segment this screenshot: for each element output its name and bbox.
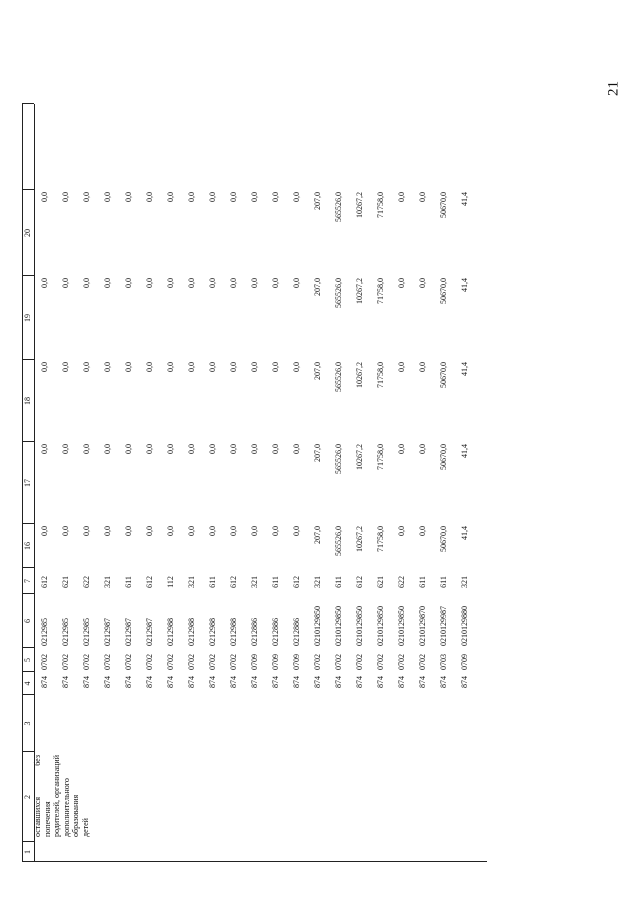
cell-c18: 0,0 xyxy=(208,362,217,372)
cell-c20: 0,0 xyxy=(40,192,49,202)
cell-c7: 611 xyxy=(334,576,343,588)
cell-c18: 71758,0 xyxy=(376,362,385,388)
table-row xyxy=(34,76,55,862)
cell-c19: 0,0 xyxy=(292,278,301,288)
cell-c7: 611 xyxy=(208,576,217,588)
cell-c16: 0,0 xyxy=(397,526,406,536)
cell-c16: 10267,2 xyxy=(355,526,364,552)
table-row xyxy=(223,76,244,862)
cell-c5: 0702 xyxy=(229,654,238,670)
cell-c4: 874 xyxy=(313,676,322,688)
cell-c17: 71758,0 xyxy=(376,444,385,470)
cell-c6: 0210129850 xyxy=(376,606,385,646)
cell-c5: 0702 xyxy=(355,654,364,670)
cell-c18: 0,0 xyxy=(418,362,427,372)
table-row xyxy=(97,76,118,862)
cell-c7: 612 xyxy=(292,576,301,588)
cell-c19: 0,0 xyxy=(229,278,238,288)
cell-c5: 0702 xyxy=(334,654,343,670)
cell-c4: 874 xyxy=(292,676,301,688)
table-row xyxy=(76,76,97,862)
cell-c5: 0702 xyxy=(40,654,49,670)
cell-c17: 0,0 xyxy=(229,444,238,454)
column-header: 17 xyxy=(23,479,32,487)
cell-c20: 0,0 xyxy=(61,192,70,202)
column-rule xyxy=(22,103,34,104)
cell-c20: 41,4 xyxy=(460,192,469,206)
column-header: 2 xyxy=(23,795,32,799)
cell-c17: 565526,0 xyxy=(334,444,343,474)
cell-c18: 0,0 xyxy=(40,362,49,372)
cell-c5: 0702 xyxy=(376,654,385,670)
cell-c19: 0,0 xyxy=(418,278,427,288)
cell-c19: 565526,0 xyxy=(334,278,343,308)
cell-c17: 0,0 xyxy=(124,444,133,454)
cell-c16: 0,0 xyxy=(61,526,70,536)
cell-c19: 0,0 xyxy=(61,278,70,288)
cell-c4: 874 xyxy=(229,676,238,688)
cell-c19: 41,4 xyxy=(460,278,469,292)
cell-c18: 0,0 xyxy=(61,362,70,372)
table-row xyxy=(328,76,349,862)
cell-c16: 71758,0 xyxy=(376,526,385,552)
cell-c17: 0,0 xyxy=(166,444,175,454)
cell-c5: 0709 xyxy=(292,654,301,670)
cell-c20: 0,0 xyxy=(187,192,196,202)
cell-c6: 0212988 xyxy=(166,618,175,646)
column-header: 20 xyxy=(23,229,32,237)
cell-c16: 565526,0 xyxy=(334,526,343,556)
cell-c19: 207,0 xyxy=(313,278,322,296)
cell-c20: 0,0 xyxy=(103,192,112,202)
cell-c6: 0212988 xyxy=(187,618,196,646)
cell-c7: 611 xyxy=(124,576,133,588)
cell-c6: 0210129850 xyxy=(334,606,343,646)
cell-c4: 874 xyxy=(376,676,385,688)
cell-c19: 0,0 xyxy=(103,278,112,288)
cell-c5: 0702 xyxy=(82,654,91,670)
cell-c20: 0,0 xyxy=(145,192,154,202)
cell-c17: 0,0 xyxy=(145,444,154,454)
cell-c6: 0210129880 xyxy=(460,606,469,646)
cell-c6: 0212985 xyxy=(82,618,91,646)
cell-c4: 874 xyxy=(103,676,112,688)
table-row xyxy=(244,76,265,862)
cell-c6: 0212987 xyxy=(103,618,112,646)
cell-c19: 0,0 xyxy=(40,278,49,288)
cell-c7: 622 xyxy=(397,576,406,588)
cell-c17: 0,0 xyxy=(40,444,49,454)
cell-c4: 874 xyxy=(334,676,343,688)
cell-c7: 612 xyxy=(40,576,49,588)
table-row xyxy=(433,76,454,862)
cell-c7: 622 xyxy=(82,576,91,588)
cell-c5: 0702 xyxy=(418,654,427,670)
cell-c20: 0,0 xyxy=(166,192,175,202)
cell-c19: 0,0 xyxy=(82,278,91,288)
cell-c16: 0,0 xyxy=(82,526,91,536)
cell-c7: 621 xyxy=(376,576,385,588)
description-line: детей xyxy=(80,818,90,837)
cell-c19: 0,0 xyxy=(397,278,406,288)
cell-c17: 207,0 xyxy=(313,444,322,462)
cell-c7: 321 xyxy=(250,576,259,588)
column-header: 5 xyxy=(23,658,32,662)
column-header: 4 xyxy=(23,681,32,686)
cell-c18: 10267,2 xyxy=(355,362,364,388)
cell-c16: 0,0 xyxy=(208,526,217,536)
cell-c19: 0,0 xyxy=(145,278,154,288)
cell-c18: 41,4 xyxy=(460,362,469,376)
cell-c17: 0,0 xyxy=(418,444,427,454)
cell-c4: 874 xyxy=(250,676,259,688)
cell-c6: 0212985 xyxy=(40,618,49,646)
cell-c4: 874 xyxy=(82,676,91,688)
cell-c7: 612 xyxy=(229,576,238,588)
cell-c17: 50670,0 xyxy=(439,444,448,470)
cell-c6: 0212988 xyxy=(229,618,238,646)
cell-c7: 321 xyxy=(103,576,112,588)
cell-c20: 0,0 xyxy=(229,192,238,202)
cell-c16: 0,0 xyxy=(271,526,280,536)
cell-c6: 0210129987 xyxy=(439,606,448,646)
cell-c5: 0702 xyxy=(208,654,217,670)
cell-c6: 0212987 xyxy=(145,618,154,646)
cell-c7: 321 xyxy=(313,576,322,588)
cell-c16: 0,0 xyxy=(418,526,427,536)
cell-c17: 0,0 xyxy=(187,444,196,454)
cell-c5: 0702 xyxy=(124,654,133,670)
cell-c16: 0,0 xyxy=(250,526,259,536)
table-row xyxy=(160,76,181,862)
cell-c19: 0,0 xyxy=(187,278,196,288)
cell-c18: 0,0 xyxy=(166,362,175,372)
cell-c7: 611 xyxy=(418,576,427,588)
cell-c18: 0,0 xyxy=(292,362,301,372)
table-row xyxy=(181,76,202,862)
cell-c20: 0,0 xyxy=(124,192,133,202)
cell-c4: 874 xyxy=(208,676,217,688)
cell-c18: 207,0 xyxy=(313,362,322,380)
cell-c6: 0210129850 xyxy=(397,606,406,646)
cell-c4: 874 xyxy=(124,676,133,688)
cell-c17: 0,0 xyxy=(397,444,406,454)
cell-c20: 0,0 xyxy=(250,192,259,202)
cell-c7: 621 xyxy=(61,576,70,588)
cell-c17: 10267,2 xyxy=(355,444,364,470)
cell-c16: 0,0 xyxy=(229,526,238,536)
cell-c6: 0212987 xyxy=(124,618,133,646)
cell-c4: 874 xyxy=(355,676,364,688)
cell-c17: 0,0 xyxy=(103,444,112,454)
table-row xyxy=(370,76,391,862)
column-header: 1 xyxy=(23,850,32,854)
table-row xyxy=(307,76,328,862)
column-header: 7 xyxy=(23,579,32,583)
cell-c20: 71758,0 xyxy=(376,192,385,218)
cell-c20: 565526,0 xyxy=(334,192,343,222)
description-line: родителей, организаций xyxy=(52,755,61,837)
cell-c18: 0,0 xyxy=(271,362,280,372)
cell-c16: 0,0 xyxy=(187,526,196,536)
cell-c16: 0,0 xyxy=(166,526,175,536)
cell-c20: 0,0 xyxy=(418,192,427,202)
cell-c5: 0709 xyxy=(250,654,259,670)
cell-c18: 0,0 xyxy=(124,362,133,372)
cell-c16: 41,4 xyxy=(460,526,469,540)
cell-c5: 0702 xyxy=(61,654,70,670)
cell-c20: 207,0 xyxy=(313,192,322,210)
cell-c19: 10267,2 xyxy=(355,278,364,304)
cell-c7: 112 xyxy=(166,576,175,588)
cell-c4: 874 xyxy=(397,676,406,688)
budget-table xyxy=(22,76,487,862)
cell-c17: 41,4 xyxy=(460,444,469,458)
cell-c7: 611 xyxy=(439,576,448,588)
cell-c5: 0702 xyxy=(187,654,196,670)
table-row xyxy=(118,76,139,862)
cell-c6: 0210129850 xyxy=(313,606,322,646)
cell-c4: 874 xyxy=(271,676,280,688)
cell-c5: 0702 xyxy=(145,654,154,670)
cell-c5: 0702 xyxy=(166,654,175,670)
cell-c4: 874 xyxy=(460,676,469,688)
cell-c20: 50670,0 xyxy=(439,192,448,218)
cell-c17: 0,0 xyxy=(271,444,280,454)
cell-c16: 207,0 xyxy=(313,526,322,544)
column-header: 18 xyxy=(23,397,32,405)
cell-c20: 0,0 xyxy=(208,192,217,202)
cell-c16: 50670,0 xyxy=(439,526,448,552)
table-row xyxy=(55,76,76,862)
cell-c18: 0,0 xyxy=(397,362,406,372)
cell-c17: 0,0 xyxy=(292,444,301,454)
cell-c4: 874 xyxy=(418,676,427,688)
cell-c6: 0210129870 xyxy=(418,606,427,646)
cell-c6: 0212886 xyxy=(271,618,280,646)
table-row xyxy=(202,76,223,862)
cell-c18: 50670,0 xyxy=(439,362,448,388)
cell-c4: 874 xyxy=(166,676,175,688)
cell-c16: 0,0 xyxy=(145,526,154,536)
cell-c18: 0,0 xyxy=(103,362,112,372)
cell-c16: 0,0 xyxy=(124,526,133,536)
cell-c7: 612 xyxy=(145,576,154,588)
cell-c20: 0,0 xyxy=(397,192,406,202)
cell-c4: 874 xyxy=(187,676,196,688)
cell-c19: 0,0 xyxy=(166,278,175,288)
cell-c18: 0,0 xyxy=(145,362,154,372)
description-line: оставшихся без попечения xyxy=(33,755,52,837)
cell-c6: 0212988 xyxy=(208,618,217,646)
cell-c4: 874 xyxy=(40,676,49,688)
cell-c20: 10267,2 xyxy=(355,192,364,218)
description-line: дополнительного образования xyxy=(61,778,80,837)
table-rotated-container xyxy=(22,76,487,862)
cell-c20: 0,0 xyxy=(271,192,280,202)
cell-c5: 0709 xyxy=(271,654,280,670)
table-row xyxy=(454,76,475,862)
column-header: 19 xyxy=(23,314,32,322)
cell-c6: 0210129850 xyxy=(355,606,364,646)
cell-c18: 0,0 xyxy=(250,362,259,372)
cell-c20: 0,0 xyxy=(82,192,91,202)
cell-c17: 0,0 xyxy=(82,444,91,454)
cell-c4: 874 xyxy=(439,676,448,688)
cell-c5: 0702 xyxy=(397,654,406,670)
cell-c7: 321 xyxy=(460,576,469,588)
cell-c18: 0,0 xyxy=(229,362,238,372)
cell-c5: 0703 xyxy=(439,654,448,670)
table-row xyxy=(391,76,412,862)
cell-c7: 611 xyxy=(271,576,280,588)
cell-c18: 0,0 xyxy=(187,362,196,372)
cell-c4: 874 xyxy=(61,676,70,688)
cell-c16: 0,0 xyxy=(40,526,49,536)
cell-c19: 71758,0 xyxy=(376,278,385,304)
cell-c19: 50670,0 xyxy=(439,278,448,304)
cell-c19: 0,0 xyxy=(271,278,280,288)
cell-c16: 0,0 xyxy=(292,526,301,536)
cell-c20: 0,0 xyxy=(292,192,301,202)
cell-c17: 0,0 xyxy=(208,444,217,454)
cell-c7: 321 xyxy=(187,576,196,588)
column-header: 16 xyxy=(23,542,32,550)
cell-c5: 0702 xyxy=(103,654,112,670)
table-row xyxy=(349,76,370,862)
cell-c17: 0,0 xyxy=(250,444,259,454)
cell-c19: 0,0 xyxy=(208,278,217,288)
table-row xyxy=(265,76,286,862)
cell-c4: 874 xyxy=(145,676,154,688)
column-header: 3 xyxy=(23,721,32,726)
cell-c16: 0,0 xyxy=(103,526,112,536)
cell-c7: 612 xyxy=(355,576,364,588)
cell-c6: 0212886 xyxy=(250,618,259,646)
cell-c5: 0702 xyxy=(313,654,322,670)
cell-c6: 0212985 xyxy=(61,618,70,646)
page-number: 21 xyxy=(605,81,622,96)
cell-c19: 0,0 xyxy=(250,278,259,288)
column-header: 6 xyxy=(23,619,32,623)
cell-c5: 0709 xyxy=(460,654,469,670)
cell-c17: 0,0 xyxy=(61,444,70,454)
table-row xyxy=(286,76,307,862)
cell-c19: 0,0 xyxy=(124,278,133,288)
cell-c6: 0212886 xyxy=(292,618,301,646)
table-row xyxy=(139,76,160,862)
table-row xyxy=(412,76,433,862)
cell-c18: 0,0 xyxy=(82,362,91,372)
cell-c18: 565526,0 xyxy=(334,362,343,392)
